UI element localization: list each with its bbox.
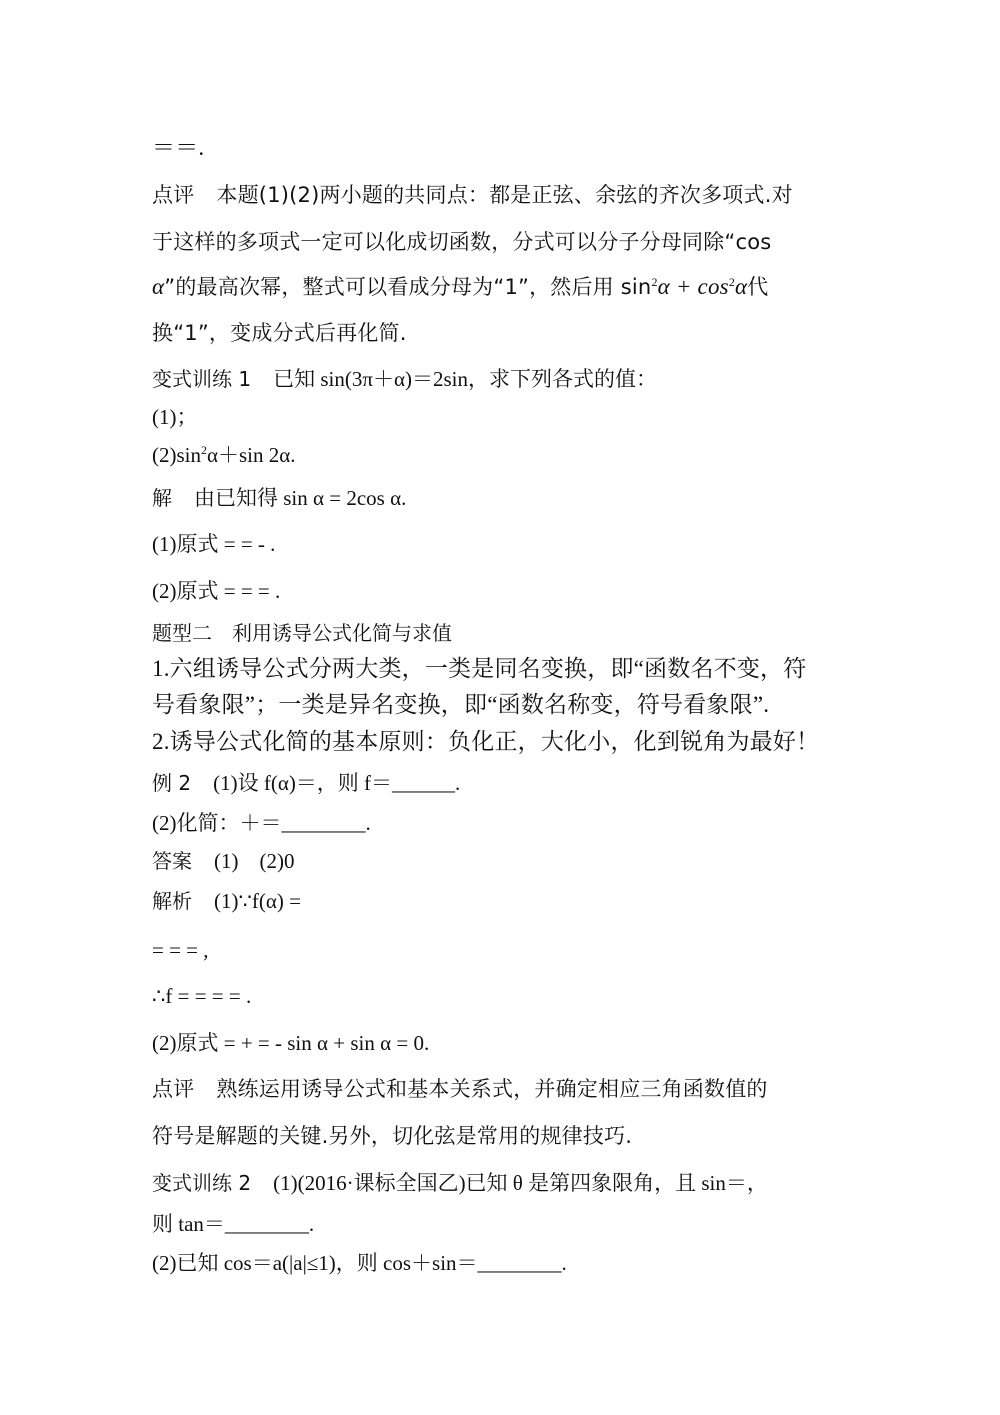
example-heading: 例 2 (1)设 f(α)＝，则 f＝______. [152, 771, 461, 795]
analysis-line: (2)原式 = + = - sin α + sin α = 0. [152, 1031, 430, 1055]
paragraph-line: 符号是解题的关键.另外，切化弦是常用的规律技巧. [152, 1124, 633, 1148]
question-line: (1)； [152, 405, 198, 429]
question-line: $(2)\sin^2\alpha+\sin$ 2α. [152, 443, 296, 467]
solution-line: (1)原式 = = - . [152, 532, 276, 556]
analysis-line: = = = , [152, 938, 209, 962]
question-line: 则 tan＝________. [152, 1212, 315, 1236]
comment-paragraph-line: 点评 本题(1)(2)两小题的共同点：都是正弦、余弦的齐次多项式.对 [152, 183, 793, 207]
section-heading: 题型二 利用诱导公式化简与求值 [152, 621, 452, 645]
comment-label: 点评 [152, 183, 195, 207]
question-line: (2)已知 cos＝a(|a|≤1)，则 cos＋sin＝________. [152, 1251, 567, 1275]
rule-line: 号看象限”；一类是异名变换，即“函数名称变，符号看象限”. [152, 692, 770, 717]
rule-line: 1.六组诱导公式分两大类，一类是同名变换，即“函数名不变，符 [152, 656, 807, 681]
analysis-line: ∴f = = = = . [152, 984, 252, 1008]
paragraph-line: 换“1”，变成分式后再化简. [152, 321, 407, 345]
example-line: (2)化简：＋＝________. [152, 811, 371, 835]
answer-line: 答案 (1) (2)0 [152, 849, 295, 873]
rule-line: 2.诱导公式化简的基本原则：负化正，大化小，化到锐角为最好！ [152, 729, 820, 754]
analysis-line: 解析 (1)∵f(α) = [152, 889, 301, 913]
exercise-heading: 变式训练 2 (1)(2016·课标全国乙)已知 θ 是第四象限角，且 sin＝， [152, 1171, 768, 1195]
paragraph-line: α”的最高次幂，整式可以看成分母为“1”，然后用 $\sin^2\alpha + \cos^2\alpha$代 [152, 274, 769, 299]
comment-paragraph-line: 点评 熟练运用诱导公式和基本关系式，并确定相应三角函数值的 [152, 1077, 768, 1101]
exercise-heading: 变式训练 1 已知 sin(3π＋α)＝2sin，求下列各式的值： [152, 367, 657, 391]
formula-line: ＝＝. [152, 135, 205, 160]
solution-line: (2)原式 = = = . [152, 579, 281, 603]
paragraph-line: 于这样的多项式一定可以化成切函数，分式可以分子分母同除“cos [152, 230, 772, 254]
solution-line: 解 由已知得 sin α = 2cos α. [152, 486, 407, 510]
